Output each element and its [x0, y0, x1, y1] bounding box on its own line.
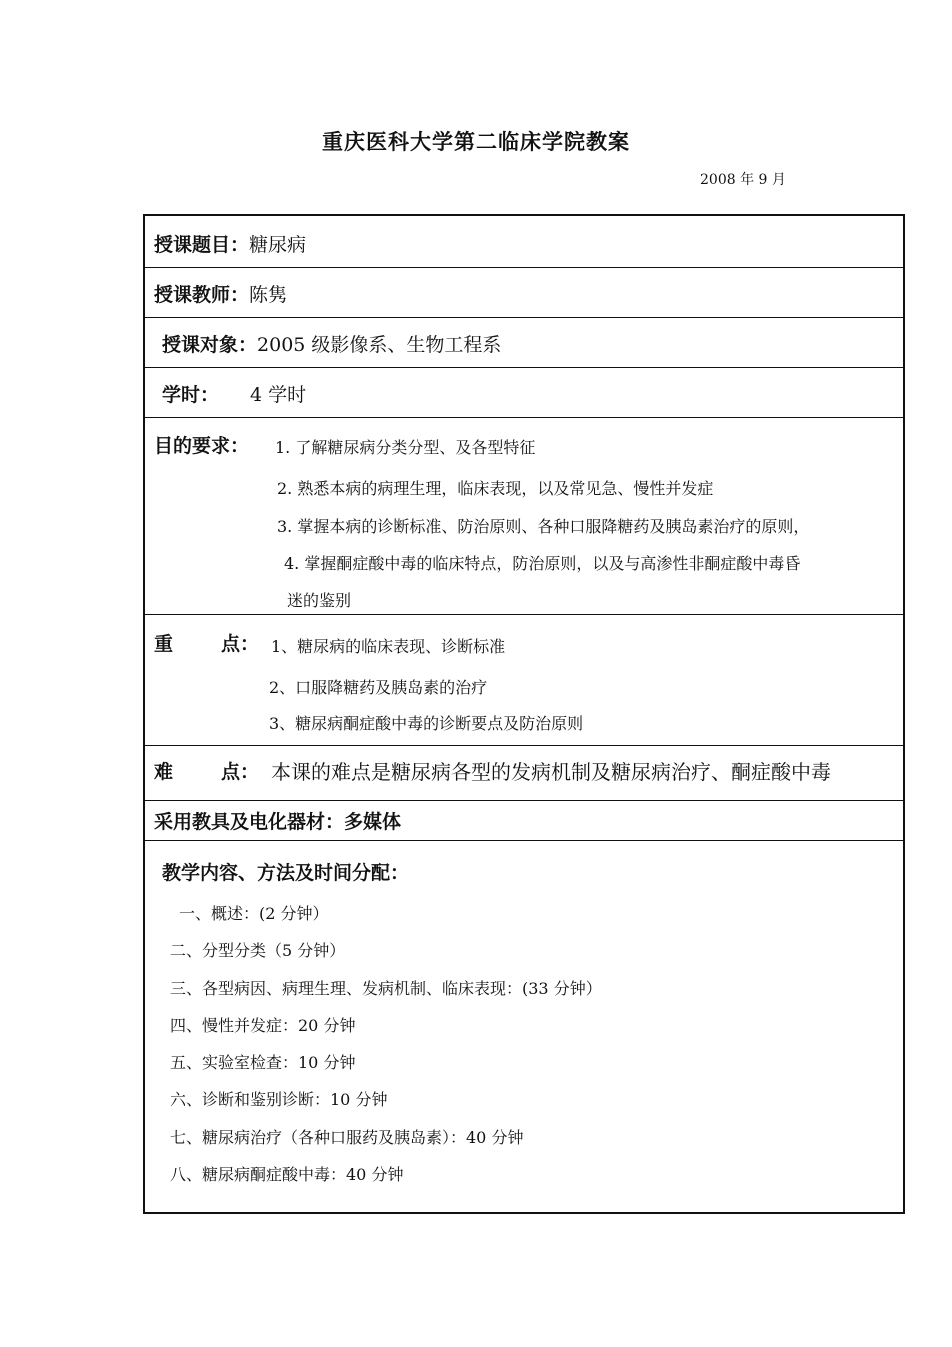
key-point-item: 2、口服降糖药及胰岛素的治疗 — [269, 678, 488, 697]
row-audience — [145, 317, 903, 368]
content-item: 四、慢性并发症：20 分钟 — [170, 1016, 356, 1035]
key-point-item: 3、糖尿病酮症酸中毒的诊断要点及防治原则 — [269, 714, 584, 733]
topic-label: 授课题目： — [154, 234, 250, 256]
audience-label: 授课对象： — [162, 334, 258, 356]
key-point-item: 1、糖尿病的临床表现、诊断标准 — [271, 637, 506, 656]
hours-value: 4 学时 — [250, 384, 307, 406]
row-key-points — [145, 614, 903, 746]
audience-value: 2005 级影像系、生物工程系 — [257, 334, 502, 356]
difficulty-text: 本课的难点是糖尿病各型的发病机制及糖尿病治疗、酮症酸中毒 — [271, 760, 831, 784]
key-points-label-a: 重 — [154, 633, 174, 655]
key-points-label-b: 点： — [221, 633, 260, 655]
equipment-text: 采用教具及电化器材：多媒体 — [154, 811, 402, 833]
content-item: 六、诊断和鉴别诊断：10 分钟 — [170, 1090, 388, 1109]
row-topic — [145, 216, 903, 268]
teacher-value: 陈隽 — [249, 284, 288, 306]
document-date: 2008 年 9 月 — [700, 172, 786, 188]
content-item: 八、糖尿病酮症酸中毒：40 分钟 — [170, 1165, 404, 1184]
content-item: 五、实验室检查：10 分钟 — [170, 1053, 356, 1072]
lesson-plan-table — [143, 214, 905, 1214]
content-item: 三、各型病因、病理生理、发病机制、临床表现：(33 分钟） — [170, 979, 602, 998]
row-hours — [145, 367, 903, 418]
teacher-label: 授课教师： — [154, 284, 250, 306]
row-equipment — [145, 800, 903, 841]
row-content — [145, 840, 903, 1212]
teacher-field — [154, 280, 287, 307]
row-objectives — [145, 417, 903, 615]
difficulty-label-a: 难 — [154, 761, 174, 783]
objective-item: 1. 了解糖尿病分类分型、及各型特征 — [275, 438, 536, 457]
objective-item: 3. 掌握本病的诊断标准、防治原则、各种口服降糖药及胰岛素治疗的原则， — [277, 517, 810, 536]
content-item: 一、概述：(2 分钟） — [179, 904, 329, 923]
content-label: 教学内容、方法及时间分配： — [162, 862, 410, 884]
objective-item: 4. 掌握酮症酸中毒的临床特点，防治原则，以及与高渗性非酮症酸中毒昏 — [284, 554, 801, 573]
row-difficulty — [145, 745, 903, 801]
topic-value: 糖尿病 — [249, 234, 307, 256]
objectives-label: 目的要求： — [154, 435, 250, 457]
difficulty-label-b: 点： — [221, 761, 260, 783]
content-item: 二、分型分类（5 分钟） — [170, 941, 346, 960]
hours-label: 学时： — [162, 384, 220, 406]
objective-item: 2. 熟悉本病的病理生理，临床表现，以及常见急、慢性并发症 — [277, 479, 714, 498]
document-title: 重庆医科大学第二临床学院教案 — [322, 130, 630, 154]
topic-field — [154, 230, 306, 257]
audience-field — [162, 330, 501, 357]
row-teacher — [145, 267, 903, 318]
content-item: 七、糖尿病治疗（各种口服药及胰岛素）：40 分钟 — [170, 1128, 524, 1147]
objective-item: 迷的鉴别 — [287, 591, 352, 610]
